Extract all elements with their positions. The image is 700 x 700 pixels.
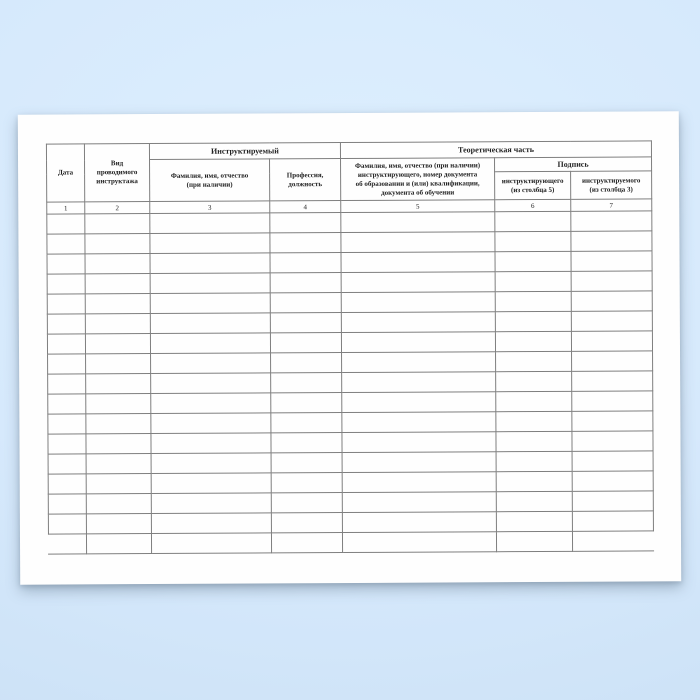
empty-cell <box>341 292 495 313</box>
header-signature-instructed: инструктируемого (из столбца 3) <box>571 171 652 199</box>
empty-cell <box>571 291 652 311</box>
empty-cell <box>48 374 86 394</box>
empty-cell <box>48 514 86 534</box>
empty-cell <box>270 333 341 353</box>
empty-cell <box>572 351 653 371</box>
empty-cell <box>86 414 151 434</box>
empty-cell <box>572 471 653 491</box>
empty-cell <box>495 311 571 331</box>
empty-cell <box>572 411 653 431</box>
empty-cell <box>495 211 571 231</box>
empty-cell <box>341 272 495 293</box>
empty-cell <box>341 232 495 253</box>
empty-cell <box>496 491 572 511</box>
empty-cell <box>85 314 150 334</box>
empty-cell <box>151 533 271 554</box>
empty-cell <box>342 532 496 553</box>
empty-cell <box>47 254 85 274</box>
empty-cell <box>150 213 270 234</box>
empty-cell <box>496 471 572 491</box>
empty-cell <box>48 474 86 494</box>
empty-cell <box>86 434 151 454</box>
column-number: 2 <box>85 202 150 214</box>
empty-cell <box>572 451 653 471</box>
empty-cell <box>496 451 572 471</box>
header-instructed-name: Фамилия, имя, отчество (при наличии) <box>150 159 270 202</box>
empty-cell <box>271 353 342 373</box>
empty-cell <box>48 354 86 374</box>
empty-cell <box>495 251 571 271</box>
empty-cell <box>341 252 495 273</box>
empty-cell <box>85 234 150 254</box>
empty-cell <box>496 371 572 391</box>
column-number: 3 <box>150 201 270 214</box>
empty-cell <box>151 433 271 454</box>
empty-cell <box>271 533 342 553</box>
empty-cell <box>571 211 652 231</box>
empty-cell <box>496 511 572 531</box>
empty-cell <box>496 351 572 371</box>
empty-cell <box>86 534 151 554</box>
empty-cell <box>342 392 496 413</box>
empty-cell <box>150 333 270 354</box>
empty-cell <box>151 353 271 374</box>
empty-cell <box>341 212 495 233</box>
empty-cell <box>86 474 151 494</box>
empty-cell <box>85 334 150 354</box>
empty-cell <box>48 414 86 434</box>
empty-cell <box>86 494 151 514</box>
column-number: 1 <box>47 202 85 214</box>
empty-cell <box>271 493 342 513</box>
empty-cell <box>151 373 271 394</box>
empty-cell <box>270 273 341 293</box>
header-group-signature: Подпись <box>495 157 652 172</box>
empty-cell <box>271 473 342 493</box>
empty-cell <box>86 514 151 534</box>
empty-cell <box>150 253 270 274</box>
empty-cell <box>47 274 85 294</box>
empty-cell <box>496 431 572 451</box>
empty-cell <box>47 334 85 354</box>
empty-cell <box>86 394 151 414</box>
table-header <box>46 141 651 214</box>
empty-cell <box>571 271 652 291</box>
empty-cell <box>85 274 150 294</box>
empty-cell <box>86 374 151 394</box>
empty-cell <box>86 454 151 474</box>
empty-cell <box>150 233 270 254</box>
empty-cell <box>270 313 341 333</box>
column-number: 7 <box>571 199 652 211</box>
empty-cell <box>271 393 342 413</box>
empty-cell <box>495 271 571 291</box>
empty-cell <box>341 332 495 353</box>
empty-cell <box>572 491 653 511</box>
empty-cell <box>341 312 495 333</box>
empty-cell <box>151 393 271 414</box>
column-number: 6 <box>495 199 571 211</box>
table-body <box>47 211 654 554</box>
header-date: Дата <box>46 144 84 202</box>
empty-cell <box>571 331 652 351</box>
empty-cell <box>342 372 496 393</box>
column-number: 5 <box>341 200 495 213</box>
empty-cell <box>151 453 271 474</box>
empty-cell <box>271 413 342 433</box>
instruction-log-table <box>46 140 654 554</box>
empty-cell <box>48 394 86 414</box>
empty-cell <box>342 472 496 493</box>
empty-cell <box>151 413 271 434</box>
empty-cell <box>270 213 341 233</box>
empty-cell <box>342 352 496 373</box>
empty-cell <box>271 513 342 533</box>
empty-cell <box>342 512 496 533</box>
empty-cell <box>270 253 341 273</box>
empty-cell <box>271 453 342 473</box>
empty-cell <box>496 411 572 431</box>
empty-cell <box>151 493 271 514</box>
empty-cell <box>48 434 86 454</box>
empty-cell <box>48 454 86 474</box>
empty-cell <box>270 233 341 253</box>
header-instructor-details: Фамилия, имя, отчество (при наличии) инструктирующего, номер документа об образовании и (или) квалификации, документа об обучении <box>341 158 495 201</box>
header-group-theoretical: Теоретическая часть <box>340 141 651 159</box>
empty-cell <box>151 473 271 494</box>
empty-cell <box>572 531 653 551</box>
column-number: 4 <box>270 201 341 213</box>
header-profession: Профессия, должность <box>270 159 341 201</box>
empty-cell <box>572 371 653 391</box>
empty-cell <box>86 354 151 374</box>
empty-cell <box>572 511 653 531</box>
empty-cell <box>495 331 571 351</box>
empty-cell <box>571 251 652 271</box>
header-signature-instructor: инструктирующего (из столбца 5) <box>495 171 571 199</box>
document-page <box>18 111 681 584</box>
empty-cell <box>47 214 85 234</box>
empty-cell <box>495 231 571 251</box>
empty-cell <box>271 433 342 453</box>
empty-cell <box>572 391 653 411</box>
table-row <box>48 531 653 554</box>
empty-cell <box>150 273 270 294</box>
table-wrapper <box>46 140 654 554</box>
empty-cell <box>496 531 572 551</box>
empty-cell <box>85 214 150 234</box>
empty-cell <box>270 293 341 313</box>
empty-cell <box>150 313 270 334</box>
empty-cell <box>150 293 270 314</box>
empty-cell <box>47 314 85 334</box>
header-instruction-type: Вид проводимого инструктажа <box>84 144 149 202</box>
empty-cell <box>571 311 652 331</box>
empty-cell <box>85 254 150 274</box>
empty-cell <box>47 234 85 254</box>
empty-cell <box>48 494 86 514</box>
empty-cell <box>342 492 496 513</box>
empty-cell <box>271 373 342 393</box>
empty-cell <box>342 432 496 453</box>
empty-cell <box>342 452 496 473</box>
empty-cell <box>495 291 571 311</box>
empty-cell <box>85 294 150 314</box>
header-group-instructed: Инструктируемый <box>149 143 340 160</box>
empty-cell <box>48 534 86 554</box>
empty-cell <box>47 294 85 314</box>
empty-cell <box>496 391 572 411</box>
empty-cell <box>572 431 653 451</box>
empty-cell <box>151 513 271 534</box>
empty-cell <box>571 231 652 251</box>
empty-cell <box>342 412 496 433</box>
